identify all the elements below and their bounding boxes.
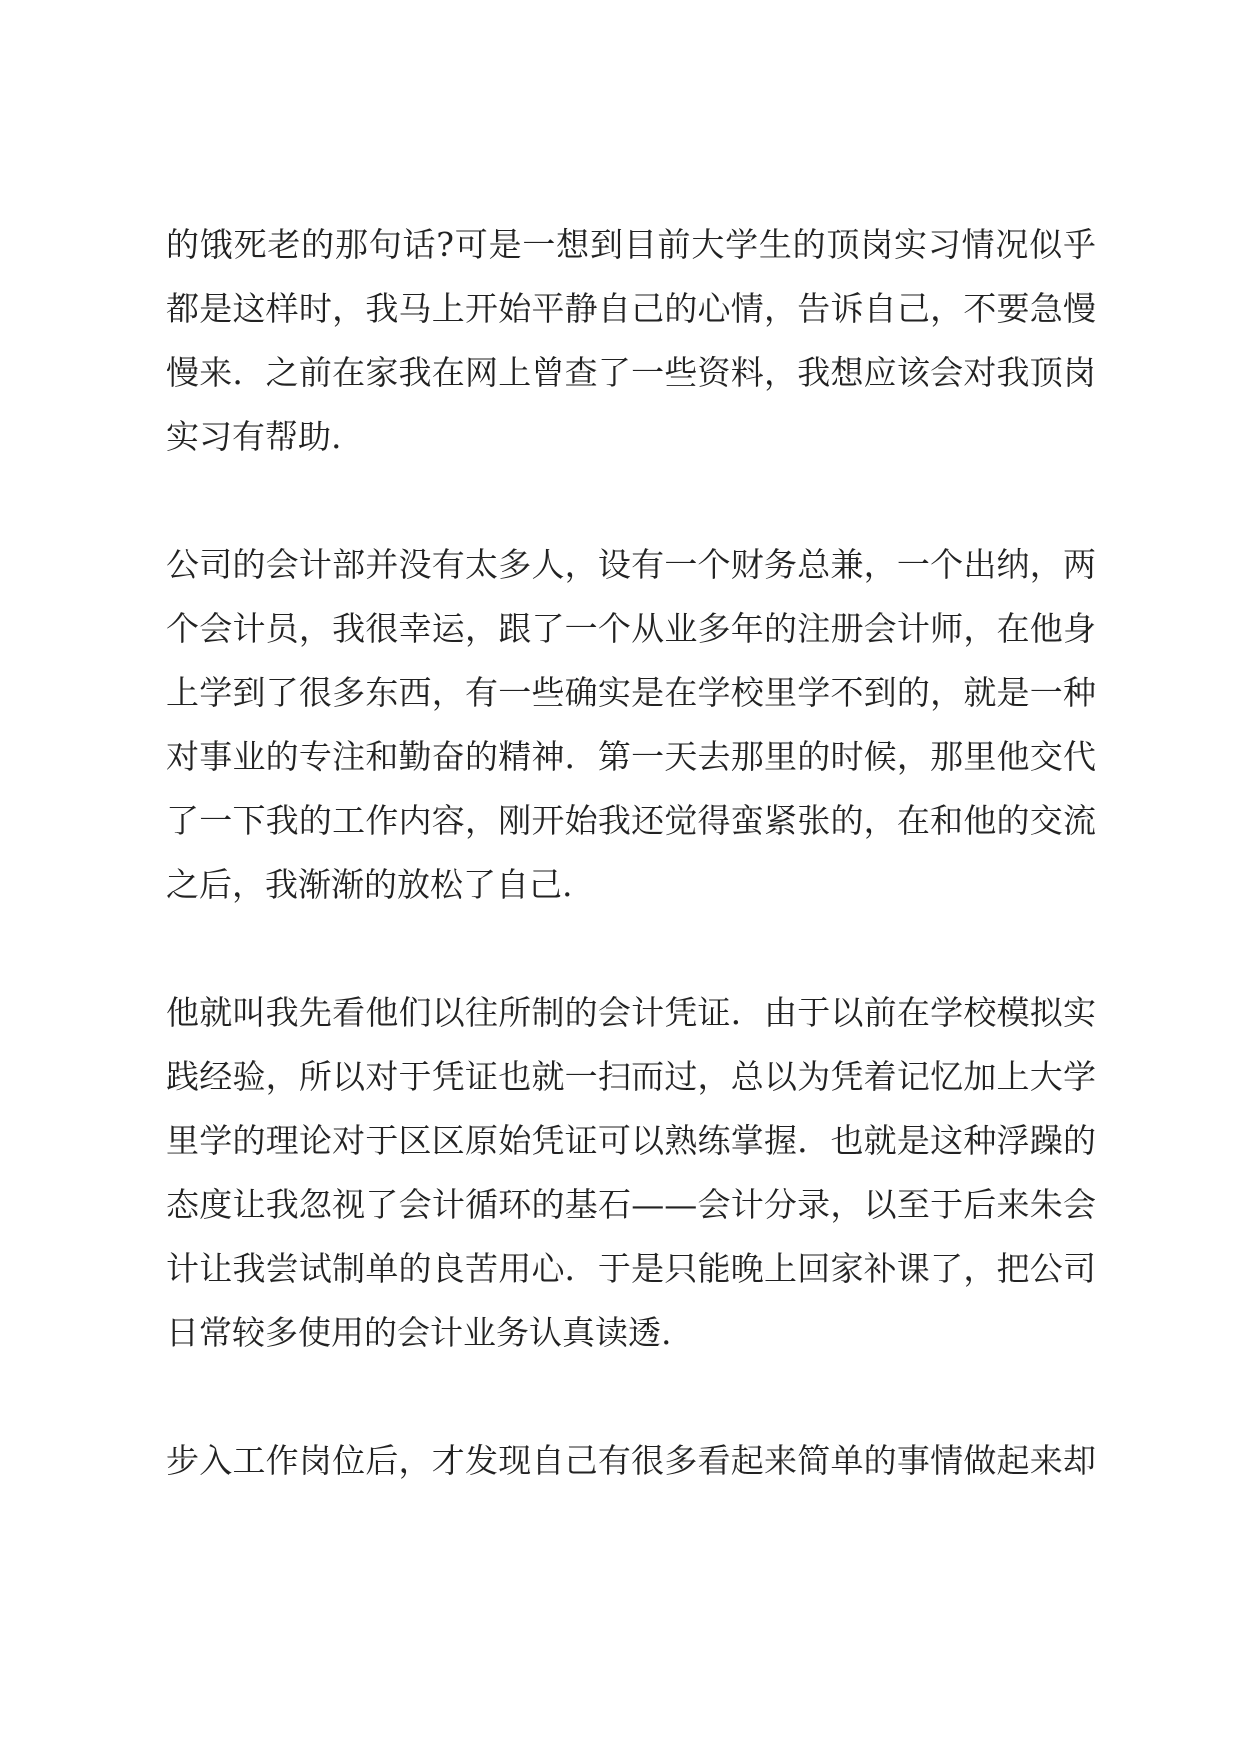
text-line: 态度让我忽视了会计循环的基石——会计分录，以至于后来朱会 [166,1185,1096,1224]
text-line: 上学到了很多东西，有一些确实是在学校里学不到的，就是一种 [166,673,1096,712]
text-line: 的饿死老的那句话?可是一想到目前大学生的顶岗实习情况似乎 [166,225,1096,264]
paragraph-gap [166,469,1096,533]
text-line: 了一下我的工作内容，刚开始我还觉得蛮紧张的，在和他的交流 [166,801,1096,840]
text-line: 里学的理论对于区区原始凭证可以熟练掌握．也就是这种浮躁的 [166,1121,1096,1160]
text-line: 慢来．之前在家我在网上曾查了一些资料，我想应该会对我顶岗 [166,353,1096,392]
text-line: 都是这样时，我马上开始平静自己的心情，告诉自己，不要急慢 [166,289,1096,328]
text-line: 计让我尝试制单的良苦用心．于是只能晚上回家补课了，把公司 [166,1249,1096,1288]
paragraph-gap [166,917,1096,981]
paragraph-4 [166,1429,1096,1493]
text-line: 对事业的专注和勤奋的精神．第一天去那里的时候，那里他交代 [166,737,1096,776]
text-line: 公司的会计部并没有太多人，设有一个财务总兼，一个出纳，两 [166,545,1096,584]
text-line: 个会计员，我很幸运，跟了一个从业多年的注册会计师，在他身 [166,609,1096,648]
text-line: 步入工作岗位后，才发现自己有很多看起来简单的事情做起来却 [166,1441,1096,1480]
text-line: 日常较多使用的会计业务认真读透. [166,1313,672,1352]
paragraph-3 [166,981,1096,1365]
paragraph-1 [166,213,1096,469]
text-line: 实习有帮助. [166,417,342,456]
paragraph-gap [166,1365,1096,1429]
document-body [166,213,1096,1493]
text-line: 他就叫我先看他们以往所制的会计凭证．由于以前在学校模拟实 [166,993,1096,1032]
text-line: 之后，我渐渐的放松了自己. [166,865,573,904]
paragraph-2 [166,533,1096,917]
text-line: 践经验，所以对于凭证也就一扫而过，总以为凭着记忆加上大学 [166,1057,1096,1096]
